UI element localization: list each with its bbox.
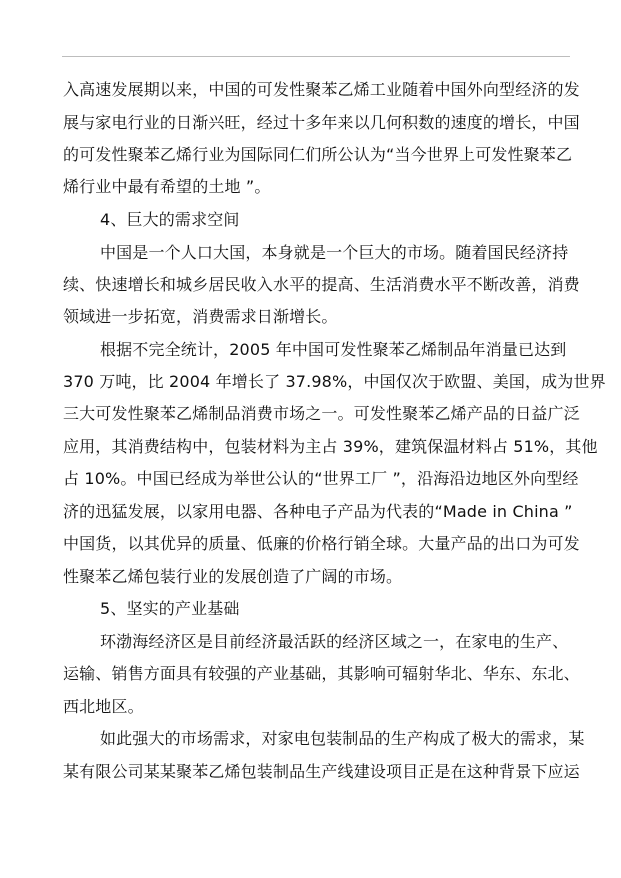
- paragraph-line: 济的迅猛发展，以家用电器、各种电子产品为代表的“Made in China ”: [63, 502, 573, 521]
- section-heading-4: 4、巨大的需求空间: [100, 210, 240, 229]
- paragraph-line: 如此强大的市场需求，对家电包装制品的生产构成了极大的需求，某: [100, 729, 585, 748]
- section-heading-5: 5、坚实的产业基础: [100, 599, 240, 618]
- paragraph-line: 根据不完全统计，2005 年中国可发性聚苯乙烯制品年消量已达到: [100, 340, 567, 359]
- header-rule: [62, 56, 570, 57]
- paragraph-line: 西北地区。: [63, 697, 144, 716]
- paragraph-line: 展与家电行业的日渐兴旺，经过十多年来以几何积数的速度的增长，中国: [63, 113, 580, 132]
- paragraph-line: 运输、销售方面具有较强的产业基础，其影响可辐射华北、华东、东北、: [63, 664, 580, 683]
- paragraph-line: 性聚苯乙烯包装行业的发展创造了广阔的市场。: [63, 567, 403, 586]
- paragraph-line: 占 10%。中国已经成为举世公认的“世界工厂 ”，沿海沿边地区外向型经: [63, 469, 579, 488]
- paragraph-line: 中国货，以其优异的质量、低廉的价格行销全球。大量产品的出口为可发: [63, 534, 580, 553]
- paragraph-line: 某有限公司某某聚苯乙烯包装制品生产线建设项目正是在这种背景下应运: [63, 762, 580, 781]
- paragraph-line: 续、快速增长和城乡居民收入水平的提高、生活消费水平不断改善，消费: [63, 275, 580, 294]
- paragraph-line: 应用，其消费结构中，包装材料为主占 39%，建筑保温材料占 51%，其他: [63, 437, 598, 456]
- paragraph-line: 烯行业中最有希望的土地 ”。: [63, 177, 271, 196]
- paragraph-line: 环渤海经济区是目前经济最活跃的经济区域之一，在家电的生产、: [100, 632, 569, 651]
- paragraph-line: 的可发性聚苯乙烯行业为国际同仁们所公认为“当今世界上可发性聚苯乙: [63, 145, 573, 164]
- paragraph-line: 三大可发性聚苯乙烯制品消费市场之一。可发性聚苯乙烯产品的日益广泛: [63, 404, 580, 423]
- paragraph-line: 中国是一个人口大国，本身就是一个巨大的市场。随着国民经济持: [100, 243, 569, 262]
- paragraph-line: 领域进一步拓宽，消费需求日渐增长。: [63, 307, 338, 326]
- paragraph-line: 入高速发展期以来，中国的可发性聚苯乙烯工业随着中国外向型经济的发: [63, 80, 580, 99]
- paragraph-line: 370 万吨，比 2004 年增长了 37.98%，中国仅次于欧盟、美国，成为世界: [63, 372, 606, 391]
